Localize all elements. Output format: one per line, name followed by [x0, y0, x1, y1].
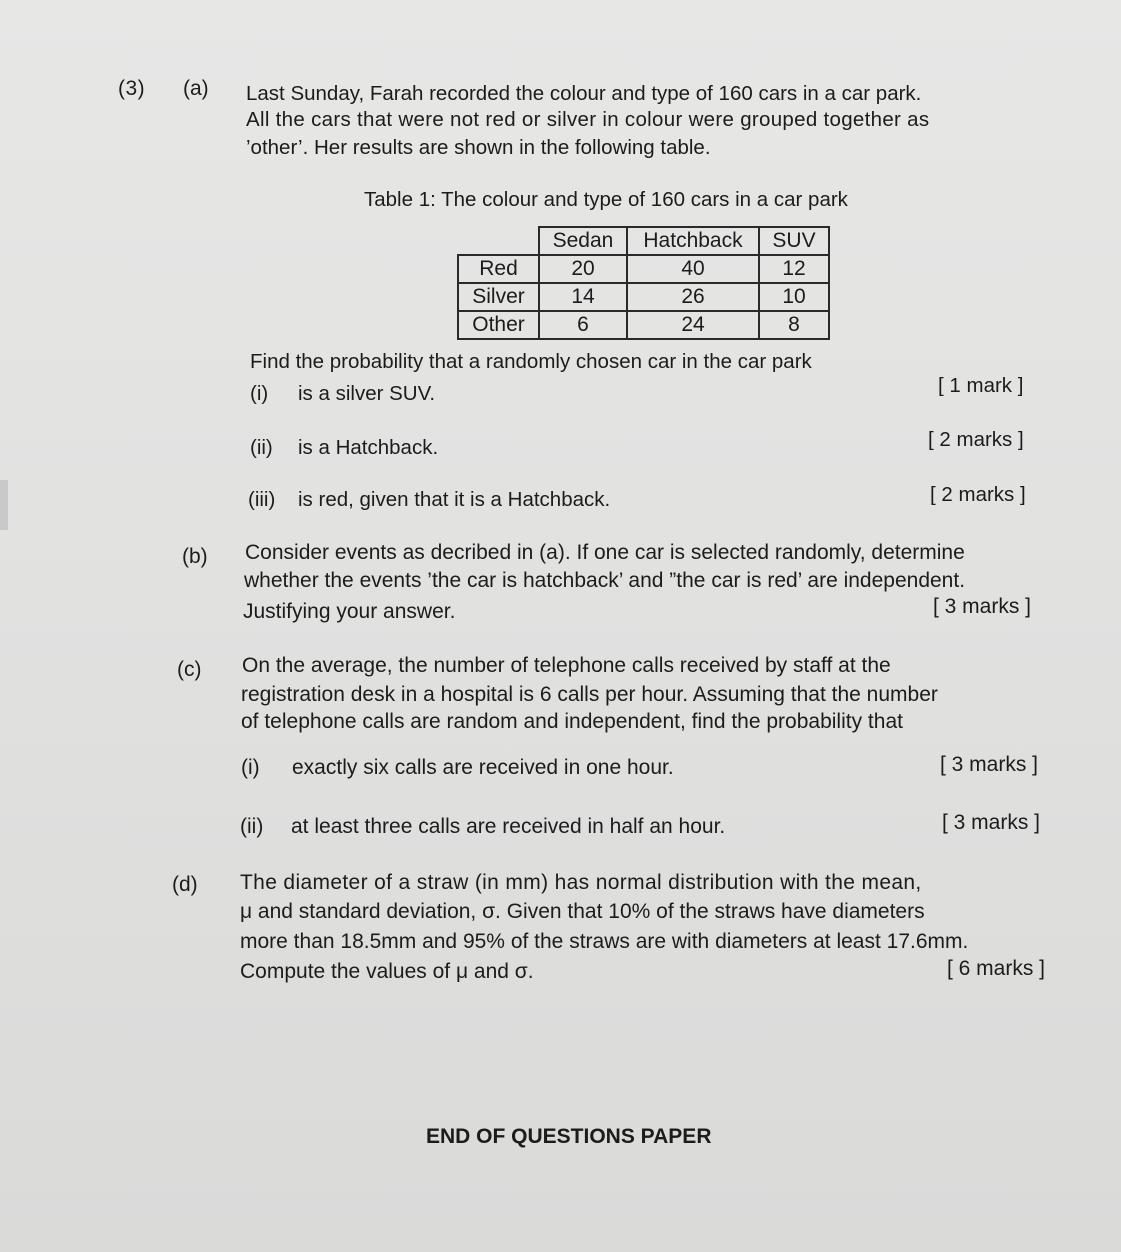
car-colour-type-table	[457, 226, 830, 340]
part-a-intro-line-3: ’other’. Her results are shown in the following table.	[246, 136, 711, 159]
part-a-i-marks: [ 1 mark ]	[938, 374, 1024, 397]
end-of-paper-footer: END OF QUESTIONS PAPER	[426, 1125, 712, 1148]
table-row	[458, 283, 829, 311]
part-a-intro-line-2: All the cars that were not red or silver in colour were grouped together as	[246, 108, 930, 131]
table-row-label: Silver	[458, 283, 539, 311]
table-header-cell: Sedan	[539, 227, 627, 255]
part-a-label: (a)	[183, 77, 209, 100]
table-cell: 12	[759, 255, 829, 283]
part-c-i-marks: [ 3 marks ]	[940, 753, 1039, 776]
part-a-i-label: (i)	[250, 382, 269, 405]
table-header-blank	[458, 227, 539, 255]
table-cell: 20	[539, 255, 627, 283]
part-d-line-1: The diameter of a straw (in mm) has normal distribution with the mean,	[240, 871, 922, 894]
part-c-line-2: registration desk in a hospital is 6 calls per hour. Assuming that the number	[241, 683, 938, 706]
table-header-cell: SUV	[759, 227, 829, 255]
table-header-cell: Hatchback	[627, 227, 759, 255]
part-b-line-1: Consider events as decribed in (a). If one car is selected randomly, determine	[245, 541, 965, 564]
question-number: (3)	[118, 77, 146, 100]
part-d-line-3: more than 18.5mm and 95% of the straws are with diameters at least 17.6mm.	[240, 930, 969, 953]
part-a-i-text: is a silver SUV.	[298, 382, 436, 405]
part-b-line-3: Justifying your answer.	[243, 600, 456, 623]
table-cell: 26	[627, 283, 759, 311]
part-d-marks: [ 6 marks ]	[947, 957, 1046, 980]
part-b-marks: [ 3 marks ]	[933, 595, 1032, 618]
part-a-iii-marks: [ 2 marks ]	[930, 483, 1026, 506]
part-d-line-2: μ and standard deviation, σ. Given that 10% of the straws have diameters	[240, 900, 925, 923]
table-cell: 40	[627, 255, 759, 283]
part-a-iii-label: (iii)	[248, 488, 276, 511]
part-a-iii-text: is red, given that it is a Hatchback.	[298, 488, 611, 511]
part-c-ii-marks: [ 3 marks ]	[942, 811, 1041, 834]
part-b-line-2: whether the events ’the car is hatchback’ and ”the car is red’ are independent.	[244, 569, 966, 592]
part-c-ii-text: at least three calls are received in half an hour.	[291, 815, 726, 838]
table-cell: 8	[759, 311, 829, 339]
table-cell: 24	[627, 311, 759, 339]
table-row-label: Other	[458, 311, 539, 339]
table-row	[458, 311, 829, 339]
part-c-line-3: of telephone calls are random and independent, find the probability that	[241, 710, 903, 733]
part-c-line-1: On the average, the number of telephone calls received by staff at the	[242, 654, 891, 677]
table-cell: 10	[759, 283, 829, 311]
table-header-row	[458, 227, 829, 255]
table-caption: Table 1: The colour and type of 160 cars in a car park	[364, 188, 848, 211]
part-a-intro-line-1: Last Sunday, Farah recorded the colour and type of 160 cars in a car park.	[246, 82, 922, 105]
part-c-i-label: (i)	[241, 756, 260, 779]
table-cell: 14	[539, 283, 627, 311]
part-a-ii-marks: [ 2 marks ]	[928, 428, 1024, 451]
table-row	[458, 255, 829, 283]
part-d-line-4: Compute the values of μ and σ.	[240, 960, 534, 983]
part-c-label: (c)	[177, 658, 202, 681]
part-a-ii-label: (ii)	[250, 436, 273, 459]
part-c-i-text: exactly six calls are received in one hour.	[292, 756, 674, 779]
part-b-label: (b)	[182, 545, 208, 568]
page-edge-shadow	[0, 480, 8, 530]
part-c-ii-label: (ii)	[240, 815, 264, 838]
part-a-prompt: Find the probability that a randomly chosen car in the car park	[250, 350, 812, 373]
table-row-label: Red	[458, 255, 539, 283]
part-d-label: (d)	[172, 873, 198, 896]
part-a-ii-text: is a Hatchback.	[298, 436, 439, 459]
table-cell: 6	[539, 311, 627, 339]
